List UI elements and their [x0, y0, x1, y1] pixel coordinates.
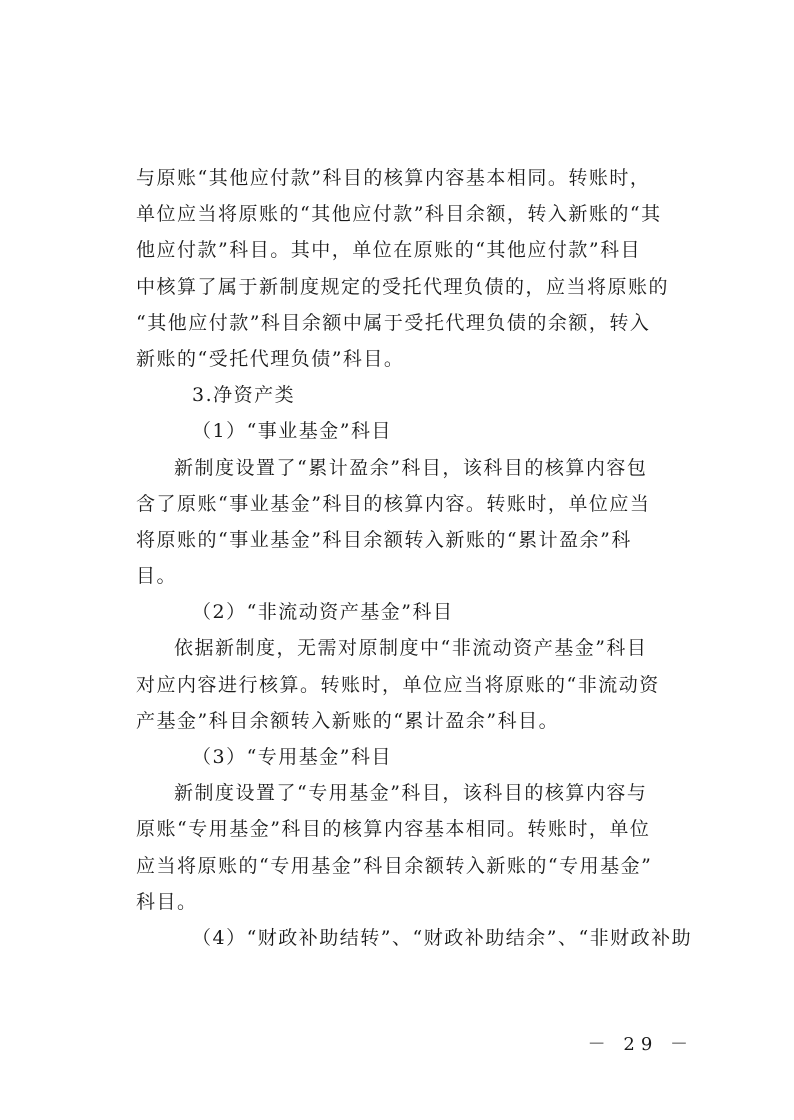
section-heading: 3.净资产类 [192, 384, 296, 407]
text-line: 他应付款”科目。其中，单位在原账的“其他应付款”科目 [136, 239, 642, 262]
text-line: 新制度设置了“专用基金”科目，该科目的核算内容与 [174, 782, 648, 805]
page-number: － 29 － [587, 1034, 694, 1055]
subsection-heading: （4）“财政补助结转”、“财政补助结余”、“非财政补助 [192, 926, 693, 949]
text-line: 应当将原账的“专用基金”科目余额转入新账的“专用基金” [136, 854, 653, 877]
text-line: 原账“专用基金”科目的核算内容基本相同。转账时，单位 [136, 818, 651, 841]
text-line: 含了原账“事业基金”科目的核算内容。转账时，单位应当 [136, 492, 651, 515]
text-line: 新账的“受托代理负债”科目。 [136, 347, 405, 370]
text-line: 目。 [136, 565, 178, 588]
text-line: 新制度设置了“累计盈余”科目，该科目的核算内容包 [174, 456, 648, 479]
text-line: 与原账“其他应付款”科目的核算内容基本相同。转账时， [136, 167, 651, 189]
text-line: 产基金”科目余额转入新账的“累计盈余”科目。 [136, 709, 560, 732]
text-line: 将原账的“事业基金”科目余额转入新账的“累计盈余”科 [136, 528, 632, 551]
text-line: 科目。 [136, 890, 198, 913]
text-line: 单位应当将原账的“其他应付款”科目余额，转入新账的“其 [136, 203, 662, 226]
text-line: “其他应付款”科目余额中属于受托代理负债的余额，转入 [136, 311, 651, 334]
subsection-heading: （1）“事业基金”科目 [192, 420, 393, 443]
text-line: 依据新制度，无需对原制度中“非流动资产基金”科目 [174, 637, 648, 660]
subsection-heading: （2）“非流动资产基金”科目 [192, 601, 454, 624]
body-text [136, 160, 693, 956]
subsection-heading: （3）“专用基金”科目 [192, 746, 393, 768]
text-line: 中核算了属于新制度规定的受托代理负债的，应当将原账的 [136, 275, 670, 298]
text-line: 对应内容进行核算。转账时，单位应当将原账的“非流动资 [136, 673, 660, 696]
